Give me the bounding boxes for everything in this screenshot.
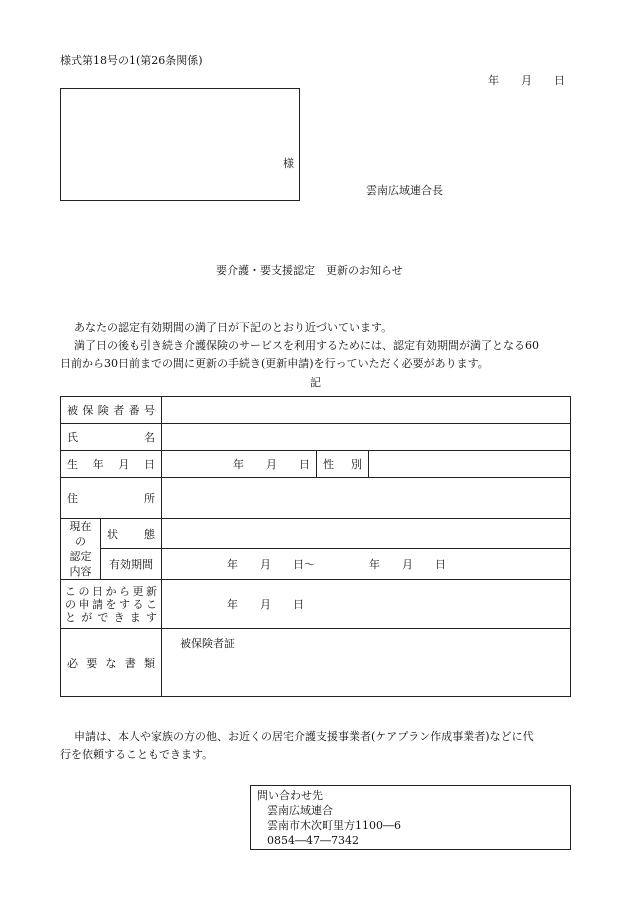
cert-label-line: 内容 [69,565,92,578]
cert-label-line: 現在 [69,520,92,533]
row-address [61,478,571,519]
renewal-label-line: とができます [65,610,157,624]
status-label: 状態 [101,519,162,549]
renewal-label [61,580,162,629]
body-paragraph-2a: 満了日の後も引き続き介護保険のサービスを利用するためには、認定有効期間が満了となる60 [74,339,539,352]
row-birthdate [61,451,571,478]
address-field[interactable] [162,478,571,519]
renewal-field[interactable] [162,580,571,629]
insured-number-field[interactable] [162,397,571,424]
period-from: 年 月 日〜 [227,558,315,571]
contact-box [250,785,571,850]
period-to: 年 月 日 [369,558,446,571]
info-table [60,396,571,697]
note-line-2: 行を依頼することもできます。 [60,748,214,761]
insured-number-label: 被保険者番号 [61,397,162,424]
body-paragraph-2b: 日前から30日前までの間に更新の手続き(更新申請)を行っていただく必要があります。 [60,357,489,370]
birthdate-field[interactable]: 年 月 日 [162,451,317,478]
ki-label: 記 [310,376,321,389]
period-field[interactable] [162,549,571,580]
contact-address: 雲南市木次町里方1100―6 [267,819,401,832]
documents-label: 必要な書類 [61,629,162,697]
date-line: 年 月 日 [488,74,565,87]
renewal-label-line: この日から更新 [65,584,157,598]
cert-label-line: 認定 [69,550,92,563]
contact-org: 雲南広域連合 [267,804,333,817]
name-label: 氏名 [61,424,162,451]
contact-phone: 0854―47―7342 [267,834,359,847]
contact-title: 問い合わせ先 [257,789,323,802]
body-paragraph-1: あなたの認定有効期間の満了日が下記のとおり近づいています。 [74,321,393,334]
name-field[interactable] [162,424,571,451]
row-period [61,549,571,580]
row-insured-number [61,397,571,424]
renewal-date: 年 月 日 [227,598,304,611]
page-title: 要介護・要支援認定 更新のお知らせ [216,264,403,277]
birthdate-label: 生年月日 [61,451,162,478]
gender-field[interactable] [369,451,571,478]
note-line-1: 申請は、本人や家族の方の他、お近くの居宅介護支援事業者(ケアプラン作成事業者)などに代 [74,730,534,743]
current-cert-label [61,519,101,580]
gender-label: 性別 [317,451,369,478]
row-renewal [61,580,571,629]
sender-name: 雲南広域連合長 [366,184,443,197]
status-field[interactable] [162,519,571,549]
form-number: 様式第18号の1(第26条関係) [60,54,203,67]
row-documents [61,629,571,697]
row-name [61,424,571,451]
row-status [61,519,571,549]
documents-value: 被保険者証 [162,629,571,697]
cert-label-line: の [75,535,86,548]
honorific: 様 [283,157,294,170]
address-label: 住所 [61,478,162,519]
period-label: 有効期間 [101,549,162,580]
addressee-box [60,88,300,201]
renewal-label-line: の申請をするこ [65,597,157,611]
